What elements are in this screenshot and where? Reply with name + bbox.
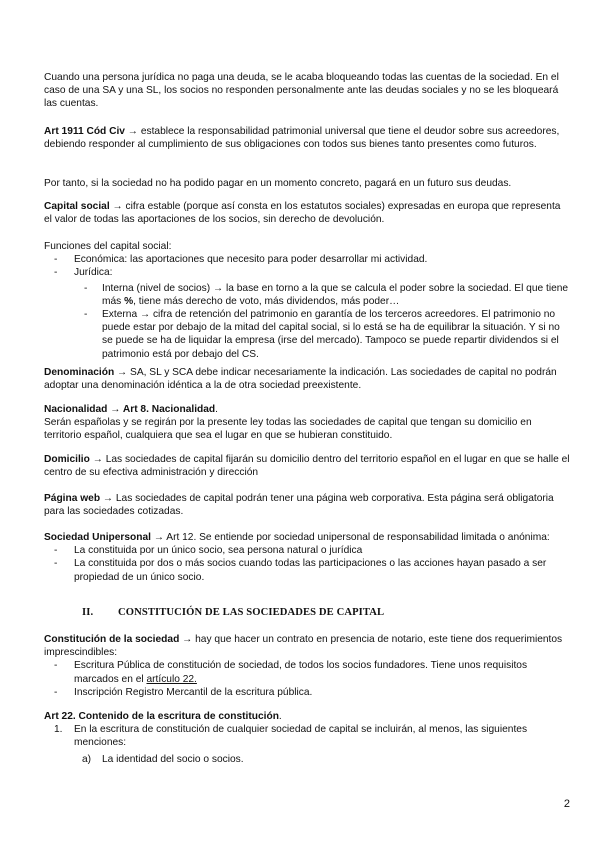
list-item: - La constituida por un único socio, sea persona natural o jurídica	[54, 545, 363, 557]
term-denominacion: Denominación	[44, 367, 115, 378]
list-item-juridica: - Jurídica:	[54, 267, 113, 279]
dash-marker: -	[54, 267, 58, 279]
list-item: - La constituida por dos o más socios cuando todas las participaciones o las acciones hayan pasado a ser propiedad de un único socio.	[54, 558, 547, 583]
term-art-22: Art 22. Contenido de la escritura de constitución	[44, 711, 279, 722]
section-number: II.	[82, 607, 94, 618]
term-nacionalidad: Nacionalidad → Art 8. Nacionalidad	[44, 404, 216, 415]
paragraph-bloqueo: Cuando una persona jurídica no paga una deuda, se le acaba bloqueando todas las cuentas de la sociedad. En el caso de una SA y una SL, los socios no responden personalmente ante las deudas sociales y no se les bloqueará las cuentas.	[44, 72, 559, 110]
paragraph-pagina-web: Página web → Las sociedades de capital podrán tener una página web corporativa. Esta página será obligatoria para las sociedades cotizadas.	[44, 493, 554, 518]
list-item-economica: - Económica: las aportaciones que necesito para poder desarrollar mi actividad.	[54, 254, 428, 266]
numbered-item: 1. En la escritura de constitución de cualquier sociedad de capital se incluirán, al menos, las siguientes menciones:	[54, 724, 528, 749]
list-funciones	[44, 240, 570, 361]
term-constitucion: Constitución de la sociedad	[44, 634, 180, 645]
dash-marker: -	[84, 309, 88, 321]
dash-marker: -	[54, 660, 58, 672]
paragraph-art-1911: Art 1911 Cód Civ → establece la responsabilidad patrimonial universal que tiene el deudor sobre sus acreedores, debiendo responder al cumplimiento de sus obligaciones con todos sus bienes tanto presentes como futuros.	[44, 126, 560, 151]
paragraph-capital-social: Capital social → cifra estable (porque así consta en los estatutos sociales) expresadas en europa que representa el valor de todas las aportaciones de los socios, sin derecho de devolución.	[44, 201, 561, 226]
paragraph-denominacion: Denominación → SA, SL y SCA debe indicar necesariamente la indicación. Las sociedades de capital no podrán adoptar una denominación idéntica a la de otra sociedad preexistente.	[44, 367, 557, 392]
dash-marker: -	[54, 558, 58, 570]
paragraph-art-22: Art 22. Contenido de la escritura de constitución. 1. En la escritura de constitución de cualquier sociedad de capital se incluirán, al menos, las siguientes menciones: a) La identidad del socio o socios.	[44, 710, 570, 766]
list-item: - Escritura Pública de constitución de sociedad, de todos los socios fundadores. Tiene unos requisitos marcados en el artículo 22.	[54, 660, 528, 685]
term-capital-social: Capital social	[44, 201, 110, 212]
lettered-item: a) La identidad del socio o socios.	[82, 753, 244, 765]
section-title: CONSTITUCIÓN DE LAS SOCIEDADES DE CAPITAL	[118, 607, 385, 618]
term-art-1911: Art 1911 Cód Civ	[44, 126, 125, 137]
sub-item-externa: - Externa → cifra de retención del patrimonio en garantía de los terceros acreedores. El patrimonio no puede estar por debajo de la mitad del capital social, si lo está se ha de equilibrar la situación. Y si no se puede se ha de liquidar la empresa (irse del mercado). Tampoco se puede repartir dividendos si el patrimonio está por debajo del CS.	[84, 309, 560, 360]
list-item: - Inscripción Registro Mercantil de la escritura pública.	[54, 686, 313, 698]
list-title: Funciones del capital social:	[44, 241, 172, 252]
link-articulo-22[interactable]: artículo 22.	[146, 673, 197, 685]
paragraph-unipersonal: Sociedad Unipersonal → Art 12. Se entiende por sociedad unipersonal de responsabilidad limitada o anónima: - La constituida por un único socio, sea persona natural o jurídica - La constituida por dos o más socios cuando todas las participaciones o las acciones hayan pasado a ser propiedad de un único socio.	[44, 531, 570, 584]
sub-item-interna: - Interna (nivel de socios) → la base en torno a la que se calcula el poder sobre la sociedad. El que tiene más %, tiene más derecho de voto, más dividendos, más poder…	[84, 282, 569, 307]
term-pagina-web: Página web	[44, 493, 101, 504]
paragraph-domicilio: Domicilio → Las sociedades de capital fijarán su domicilio dentro del territorio español en el lugar en que se halle el centro de su efectiva administración y dirección	[44, 454, 570, 479]
section-heading	[82, 606, 384, 619]
page-number: 2	[563, 798, 570, 810]
term-sociedad-unipersonal: Sociedad Unipersonal	[44, 532, 151, 543]
dash-marker: -	[84, 282, 88, 294]
dash-marker: -	[54, 545, 58, 557]
dash-marker: -	[54, 254, 58, 266]
paragraph-nacionalidad: Nacionalidad → Art 8. Nacionalidad. Serán españolas y se regirán por la presente ley todas las sociedades de capital que tengan su domicilio en territorio español, cualquiera que sea el lugar en que se hubieran constituido.	[44, 404, 532, 442]
paragraph-constitucion: Constitución de la sociedad → hay que hacer un contrato en presencia de notario, este tiene dos requerimientos imprescindibles: - Escritura Pública de constitución de sociedad, de todos los socios fundadores. Tiene unos requisitos marcados en el artículo 22. - Inscripción Registro Mercantil de la escritura pública.	[44, 633, 570, 699]
term-domicilio: Domicilio	[44, 454, 90, 465]
paragraph-por-tanto: Por tanto, si la sociedad no ha podido pagar en un momento concreto, pagará en un futuro sus deudas.	[44, 178, 512, 189]
dash-marker: -	[54, 686, 58, 698]
